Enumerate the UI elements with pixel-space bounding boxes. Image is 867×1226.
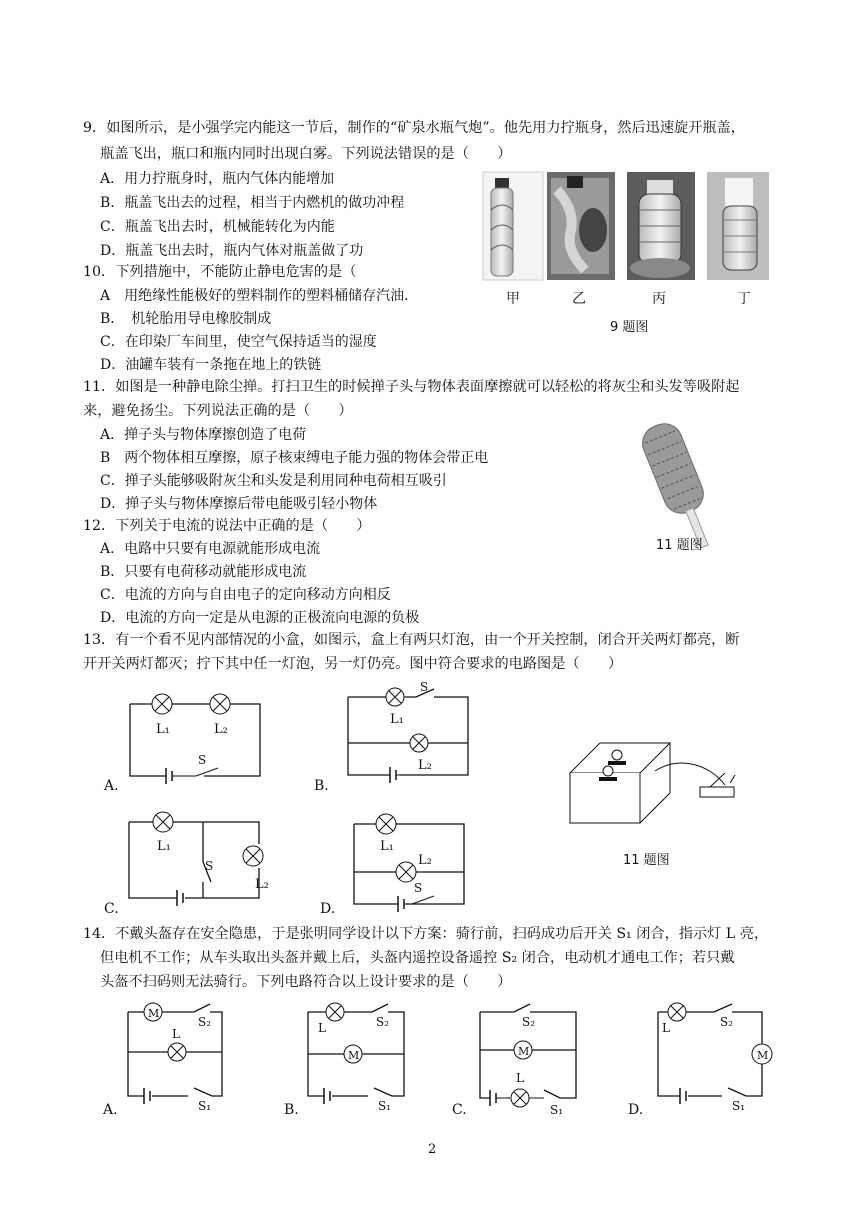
q9-photo-label-jia: 甲 bbox=[506, 291, 520, 307]
q14-circuit-b bbox=[300, 998, 412, 1113]
switch-icon bbox=[404, 896, 434, 904]
lamp-icon bbox=[210, 694, 230, 714]
q12-option-a: A．电路中只要有电源就能形成电流 bbox=[100, 541, 321, 557]
svg-text:M: M bbox=[518, 1045, 530, 1058]
label-L: L bbox=[318, 1021, 326, 1035]
label-S: S bbox=[420, 680, 429, 694]
q11-caption: 11 题图 bbox=[656, 538, 703, 553]
photo-jia bbox=[483, 172, 543, 280]
label-L2: L₂ bbox=[418, 758, 432, 773]
q10-option-a: A 用绝缘性能极好的塑料制作的塑料桶储存汽油． bbox=[100, 288, 419, 304]
battery-icon bbox=[398, 896, 404, 912]
lamp-icon bbox=[153, 812, 173, 832]
lamp-icon bbox=[668, 1003, 686, 1021]
q13-choice-c[interactable]: C. bbox=[104, 901, 119, 917]
q14-stem-line1: 14．不戴头盔存在安全隐患，于是张明同学设计以下方案：骑行前，扫码成功后开关 S₁ 闭合，指示灯 L 亮， bbox=[83, 926, 769, 942]
q12-option-b: B．只要有电荷移动就能形成电流 bbox=[100, 564, 307, 580]
photo-bing bbox=[627, 172, 695, 280]
q11-option-c: C．掸子头能够吸附灰尘和头发是利用同种电荷相互吸引 bbox=[100, 473, 447, 489]
q13-box-figure bbox=[560, 735, 760, 845]
label-L1: L₁ bbox=[390, 712, 404, 727]
lamp-icon bbox=[376, 814, 396, 834]
label-S2: S₂ bbox=[522, 1015, 536, 1029]
label-S: S bbox=[414, 881, 423, 895]
label-S1: S₁ bbox=[198, 1099, 212, 1113]
q13-stem-line1: 13．有一个看不见内部情况的小盒，如图示，盒上有两只灯泡，由一个开关控制，闭合开关两灯都亮，断 bbox=[83, 632, 740, 648]
lamp-icon bbox=[410, 734, 428, 752]
lamp-icon bbox=[511, 1089, 529, 1107]
q9-photo-label-bing: 丙 bbox=[652, 291, 666, 307]
label-S2: S₂ bbox=[720, 1015, 734, 1029]
label-L1: L₁ bbox=[156, 722, 170, 737]
q13-caption: 11 题图 bbox=[623, 853, 670, 868]
q9-option-d: D．瓶盖飞出去时，瓶内气体对瓶盖做了功 bbox=[100, 243, 364, 259]
motor-icon bbox=[514, 1041, 532, 1059]
q14-choice-c[interactable]: C. bbox=[452, 1102, 467, 1118]
q13-circuit-b bbox=[330, 680, 480, 800]
q9-photo-label-yi: 乙 bbox=[572, 291, 586, 307]
label-L: L bbox=[516, 1071, 524, 1085]
q12-option-c: C．电流的方向与自由电子的定向移动方向相反 bbox=[100, 587, 391, 603]
label-S1: S₁ bbox=[550, 1103, 564, 1117]
q10-stem: 10．下列措施中，不能防止静电危害的是（ bbox=[83, 264, 357, 280]
q14-stem-line2: 但电机不工作；从车头取出头盔并戴上后，头盔内遥控设备遥控 S₂ 闭合，电动机才通电工作；若只戴 bbox=[100, 950, 735, 966]
battery-icon bbox=[166, 768, 172, 784]
q13-choice-a[interactable]: A. bbox=[104, 778, 119, 794]
page-number: 2 bbox=[428, 1142, 437, 1157]
q9-option-a: A．用力拧瓶身时，瓶内气体内能增加 bbox=[100, 171, 335, 187]
label-L1: L₁ bbox=[380, 839, 394, 854]
label-S: S bbox=[198, 753, 207, 767]
battery-icon bbox=[490, 1090, 496, 1106]
label-L2: L₂ bbox=[214, 722, 228, 737]
q14-circuit-d bbox=[650, 998, 780, 1113]
label-S2: S₂ bbox=[376, 1015, 390, 1029]
q10-option-b: B． 机轮胎用导电橡胶制成 bbox=[100, 311, 272, 327]
q13-circuit-c bbox=[115, 808, 275, 918]
lamp-icon bbox=[326, 1003, 344, 1021]
q12-stem: 12．下列关于电流的说法中正确的是（ ） bbox=[83, 518, 371, 534]
label-L2: L₂ bbox=[255, 877, 269, 892]
q11-stem-line2: 来，避免扬尘。下列说法正确的是（ ） bbox=[83, 403, 353, 419]
q10-option-c: C．在印染厂车间里，使空气保持适当的湿度 bbox=[100, 334, 377, 350]
q14-stem-line3: 头盔不扫码则无法骑行。下列电路符合以上设计要求的是（ ） bbox=[100, 974, 512, 990]
q14-circuit-a bbox=[118, 998, 230, 1113]
q13-circuit-a bbox=[100, 690, 270, 800]
q11-option-a: A．掸子头与物体摩擦创造了电荷 bbox=[100, 427, 307, 443]
q14-choice-a[interactable]: A. bbox=[103, 1102, 118, 1118]
switch-icon bbox=[172, 768, 218, 776]
battery-icon bbox=[177, 890, 183, 906]
q12-option-d: D．电流的方向一定是从电源的正极流向电源的负极 bbox=[100, 610, 420, 626]
q9-photos bbox=[475, 170, 775, 285]
q10-option-d: D．油罐车装有一条拖在地上的铁链 bbox=[100, 357, 322, 373]
lamp-icon bbox=[152, 694, 172, 714]
battery-icon bbox=[680, 1088, 686, 1104]
battery-icon bbox=[144, 1088, 150, 1104]
lamp-icon bbox=[396, 862, 416, 882]
q9-photo-label-ding: 丁 bbox=[737, 291, 751, 307]
motor-icon bbox=[144, 1003, 162, 1021]
label-S1: S₁ bbox=[732, 1099, 746, 1113]
q14-circuit-c bbox=[470, 998, 585, 1118]
svg-text:M: M bbox=[757, 1049, 769, 1062]
lamp-icon bbox=[386, 688, 404, 706]
svg-text:M: M bbox=[148, 1007, 160, 1020]
q9-option-c: C．瓶盖飞出去时，机械能转化为内能 bbox=[100, 219, 335, 235]
q13-choice-d[interactable]: D. bbox=[320, 901, 336, 917]
photo-ding bbox=[707, 172, 769, 280]
q11-option-b: B 两个物体相互摩擦，原子核束缚电子能力强的物体会带正电 bbox=[100, 450, 489, 466]
duster-image bbox=[620, 410, 750, 550]
q14-choice-d[interactable]: D. bbox=[628, 1102, 644, 1118]
motor-icon bbox=[344, 1045, 362, 1063]
q13-stem-line2: 开开关两灯都灭；拧下其中任一灯泡，另一灯仍亮。图中符合要求的电路图是（ ） bbox=[83, 656, 623, 672]
label-S1: S₁ bbox=[378, 1099, 392, 1113]
q9-caption: 9 题图 bbox=[610, 320, 649, 335]
photo-yi bbox=[547, 172, 615, 280]
label-L: L bbox=[172, 1027, 180, 1041]
q13-choice-b[interactable]: B. bbox=[314, 778, 329, 794]
label-L1: L₁ bbox=[157, 839, 171, 854]
label-L: L bbox=[662, 1021, 670, 1035]
battery-icon bbox=[324, 1088, 330, 1104]
label-L2: L₂ bbox=[418, 853, 432, 868]
q9-stem-line1: 9．如图所示，是小强学完内能这一节后，制作的“矿泉水瓶气炮”。他先用力拧瓶身，然后迅速旋开瓶盖， bbox=[83, 120, 745, 136]
q9-stem-line2: 瓶盖飞出，瓶口和瓶内同时出现白雾。下列说法错误的是（ ） bbox=[100, 146, 512, 162]
battery-icon bbox=[390, 767, 396, 783]
lamp-icon bbox=[168, 1043, 186, 1061]
label-S: S bbox=[205, 859, 214, 873]
label-S2: S₂ bbox=[198, 1015, 212, 1029]
q14-choice-b[interactable]: B. bbox=[284, 1102, 299, 1118]
q9-option-b: B．瓶盖飞出去的过程，相当于内燃机的做功冲程 bbox=[100, 195, 405, 211]
q11-stem-line1: 11．如图是一种静电除尘掸。打扫卫生的时候掸子头与物体表面摩擦就可以轻松的将灰尘和头发等吸附起 bbox=[83, 379, 740, 395]
lamp-icon bbox=[243, 846, 263, 866]
svg-text:M: M bbox=[348, 1049, 360, 1062]
q13-circuit-d bbox=[340, 812, 480, 922]
q11-option-d: D．掸子头与物体摩擦后带电能吸引轻小物体 bbox=[100, 496, 378, 512]
motor-icon bbox=[752, 1044, 772, 1064]
